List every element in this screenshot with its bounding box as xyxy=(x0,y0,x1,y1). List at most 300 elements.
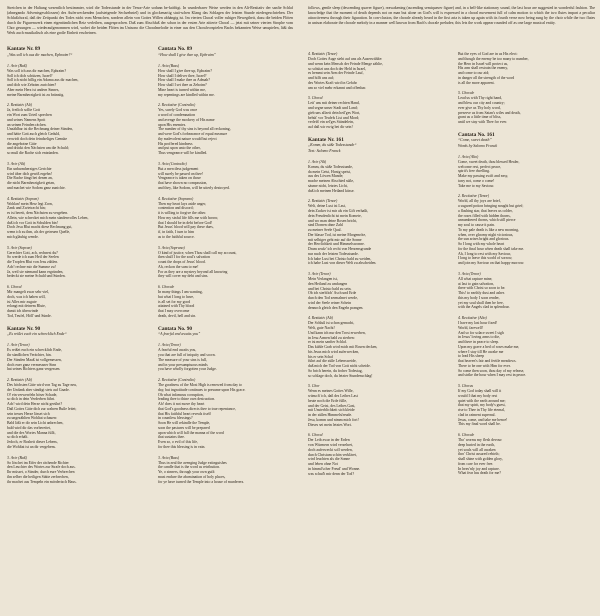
movement-heading: 6. Choral xyxy=(308,433,323,438)
lyric-line: To my pale death is like a new morning, xyxy=(458,227,519,232)
movement xyxy=(458,384,598,427)
lyric-line: behüt' vor Teufels List und Mord; xyxy=(308,115,360,120)
lyric-line: and were God's forbearance of equal measure xyxy=(158,132,228,137)
lyric-line: erlangt mit deinem Blute, xyxy=(7,304,46,309)
lyric-line: Der blasse Tod, ist meine Morgenröte, xyxy=(308,232,367,237)
lyric-line: Die Rache fängt bei denen an, xyxy=(7,176,53,181)
lyric-line: So come then soon, thou day of my release, xyxy=(458,368,525,373)
movement-heading: 4. Rezitativ (Sopran) xyxy=(7,196,39,201)
lyric-line: und seines Namens Spott xyxy=(7,117,46,122)
lyric-line: Ah, reckon the sum to me! xyxy=(158,264,199,269)
lyric-line: leading thee to thine own destruction. xyxy=(158,397,216,402)
lyric-line: a sugared potion bringing nought but grief; xyxy=(458,204,524,208)
lyric-line: daß ich vor Gott in Schulden bin! xyxy=(7,220,58,225)
lyric-line: Ah, I long to rest with my Saviour, xyxy=(458,251,511,256)
movement xyxy=(308,384,448,427)
column-3-german xyxy=(308,46,448,612)
lyric-line: shall shine with golden glory, xyxy=(458,457,503,461)
lyric-line: So löschet im Eifer der rächende Richter xyxy=(7,460,69,465)
movement-heading: 1. Arie (Alt) xyxy=(308,159,327,164)
lyric-line: is all set for my good xyxy=(158,299,191,304)
lyric-line: Lead us with Thy right hand, xyxy=(458,96,503,101)
lyric-line: I have my last hour fixed! xyxy=(458,321,498,325)
lyric-line: und machet wie Sodom ganz zunichte. xyxy=(7,185,66,190)
lyric-line: bedeckt sie meine Schuld und Sünden. xyxy=(7,274,66,279)
lyric-line: the sun arises bright and glorious. xyxy=(458,237,510,242)
lyric-line: to lead His sheep xyxy=(458,354,485,359)
movement-heading: 3. Aria (Contralto) xyxy=(158,161,187,166)
lyric-line: hat seines Richters ganz vergessen. xyxy=(7,367,61,372)
lyric-line: in countless blessings? xyxy=(158,416,193,421)
lyric-line: Welt, gute Nacht! xyxy=(308,326,335,330)
movement xyxy=(158,197,298,240)
lyric-line: you that are full of iniquity and scorn. xyxy=(158,353,216,358)
movement xyxy=(308,52,448,90)
lyric-line: aus des Löwen Munde; xyxy=(308,174,344,179)
lyric-line: But a merciless judgement xyxy=(158,166,199,171)
movement xyxy=(308,160,448,194)
lyric-line: This my final word shall be. xyxy=(458,422,501,427)
lyric-line: so muß die Rache sich entzünden. xyxy=(7,151,59,156)
lyric-line: Bald läßt er dir sein Licht anbrechen, xyxy=(7,421,64,426)
lyric-line: es ist bereit, dem Nächsten zu vergeben. xyxy=(7,211,69,216)
lyric-line: Ja, freilich sollte Gott xyxy=(7,108,40,113)
lyric-line: the Hero in Israel will protect us, xyxy=(458,61,509,66)
lyric-line: and come to our aid; xyxy=(458,71,490,75)
lyric-line: Ach! rechne mir die Summe zu! xyxy=(7,264,56,269)
lyric-line: Ah! does it not move thy heart xyxy=(158,402,205,407)
lyric-line: The goodness of the Most High is renewed from day to xyxy=(158,383,242,388)
lyric-line: Gerechter Gott, ach, rechnest du? xyxy=(7,250,58,255)
lyric-line: der Herrlichkeit und Himmelswonne. xyxy=(308,242,365,247)
lyric-line: Komm, du süße Todesstunde, xyxy=(308,164,353,169)
lyric-line: a flashing star, that leaves us colder, xyxy=(458,208,513,213)
movement xyxy=(308,272,448,310)
intro-english: follows, gentle sleep (descending quaver figure), reawakening (ascending semiquaver figure) and, in a bell-like stationary sound, the last hour are suggested in wonderful fashion. The knowledge that the moment of death depends not on man but alone on God's will is expressed in a choral movement full of calm motion to which the two flutes impart a peculiar attractiveness through their figuration. In con-clusion, the chorale already heard in the first aria is taken up again with its fourth verse now being sung by the choir while the two flutes in unison elaborate the chorale melody in a manner well known from Bach's chorale preludes; this lets the work appear rounded off as one large musical entity. xyxy=(308,6,595,26)
lyric-line: und die des Wortes Manna füllt, xyxy=(7,430,56,435)
lyric-line: Oh what infamous corruption, xyxy=(158,392,204,397)
movement-heading: 3. Arie (Alt) xyxy=(7,161,26,166)
lyric-line: you have wholly forgotten your Judge. xyxy=(158,367,217,372)
lyric-line: O kind of justice, when Thou shall call my account, xyxy=(158,250,237,255)
lyric-line: Des höchsten Güte wird von Tag zu Tage neu, xyxy=(7,383,77,388)
lyric-line: Take me to my Saviour. xyxy=(458,183,495,188)
lyric-line: and put upon unto the other, xyxy=(158,146,201,151)
lyric-line: upon His enemies. xyxy=(158,122,187,127)
lyric-line: preserve us from Satan's wiles and death, xyxy=(458,110,521,115)
movement-heading: 5. Arie (Sopran) xyxy=(7,245,32,250)
lyric-line: Ja, weil sie niemand kann ergründen, xyxy=(7,269,64,274)
lyric-line: Tod, Teufel, Höll' und Sünde. xyxy=(7,313,52,318)
lyric-line: und wo man deine Rosen bricht, xyxy=(308,218,358,223)
lyric-line: the roses filled with hidden thorns, xyxy=(458,213,511,218)
cantata-text-credit: Text: Salomo Franck xyxy=(308,148,341,153)
lyric-line: ein Wort zum Urteil sprechen xyxy=(7,113,52,118)
lyric-line: Then my heart lays aside anger, xyxy=(158,201,207,206)
lyric-line: in himml'scher Freud' und Wonne. xyxy=(308,466,361,471)
movement-heading: 3. Aria (Tenor) xyxy=(458,271,481,276)
lyric-line: tarry not, come o come! xyxy=(458,178,495,183)
lyric-line: my repentings are kindled within me. xyxy=(158,92,215,97)
lyric-line: Jesus, come, and take me hence! xyxy=(458,417,508,422)
cantata-subtitle: “Come, sweet death” xyxy=(458,138,492,143)
movement-heading: 5. Chorus xyxy=(458,384,473,388)
column-2-english xyxy=(158,46,298,612)
lyric-line: This! to earthly dust and ashes xyxy=(458,291,505,295)
lyric-line: an seinen Feinden rächen. xyxy=(7,122,47,127)
lyric-line: die Wohltat ist an dir vergebens. xyxy=(7,444,56,449)
lyric-line: führt auf die süße Lebensweide, xyxy=(308,359,357,364)
lyric-line: und bei Christo bald zu sein. xyxy=(308,286,352,291)
movement xyxy=(158,64,298,98)
movement xyxy=(158,378,298,450)
lyric-line: und hilft uns auf; xyxy=(308,76,335,80)
lyric-line: but what I long to have, xyxy=(158,294,195,299)
lyric-line: wird über dich gewiß ergehn! xyxy=(7,171,52,176)
lyric-line: in Jesu Armen bald zu sterben: xyxy=(308,335,355,340)
lyric-line: ihn selber die heiligen Stätte zerbrechen, xyxy=(7,474,69,479)
lyric-line: wenn ich zu ihm, als der getreuen Quelle, xyxy=(7,230,71,235)
lyric-line: Thus in zeal the avenging Judge extinguishes xyxy=(158,460,227,465)
lyric-line: verleih' ein sel'ges Stündelein, xyxy=(308,120,354,125)
lyric-line: Es reißet euch ein schrecklich Ende, xyxy=(7,348,63,353)
movement xyxy=(458,52,598,85)
lyric-line: So I long with my whole heart xyxy=(458,242,505,246)
lyric-line: wünsch' ich, daß des Leibes Last xyxy=(308,394,358,398)
cantata-subtitle: “A fearful end awaits you” xyxy=(158,332,201,337)
lyric-line: would I that my body rest xyxy=(458,393,498,398)
lyric-line: His proffered kindness xyxy=(158,141,193,146)
lyric-line: bis er sein Schaf xyxy=(308,354,333,359)
lyric-line: my soul to cause it pain. xyxy=(458,223,495,227)
lyric-line: and join my Saviour on that happy morrow. xyxy=(458,261,525,265)
lyric-line: mache meinen Abschied süße, xyxy=(308,179,354,183)
lyric-line: so dich in dein Verderben führt. xyxy=(7,397,56,402)
lyric-line: What fear has death for me? xyxy=(458,471,501,476)
lyric-line: Ach! wird dein Herze nicht gerührt? xyxy=(7,402,63,407)
lyric-line: World, farewell! xyxy=(458,325,483,330)
lyric-line: Wohlan! mein Herz legt Zorn, xyxy=(7,201,53,206)
lyric-line: so dich erhält. xyxy=(7,435,29,440)
lyric-line: Mine heart is turned within me, xyxy=(158,87,206,92)
lyric-line: so schützt uns doch der Held in Israel, xyxy=(308,66,366,71)
lyric-line: in der süßen Himmelsfreude. xyxy=(308,413,353,417)
movement-heading: 2. Recitative (Contralto) xyxy=(158,378,196,383)
lyric-line: doch auferweckt soll werden, xyxy=(308,447,353,452)
lyric-line: doch euer ganz vermessner Sinn xyxy=(7,362,57,367)
lyric-line: from care for ever free. xyxy=(458,461,494,466)
movement-heading: 5. Choral xyxy=(308,96,323,101)
lyric-line: durch Christum schön verkläret, xyxy=(308,452,357,457)
lyric-line: where I stay till He awake me xyxy=(458,349,504,354)
lyric-line: den Heiland zu umfangen xyxy=(308,281,348,286)
movement xyxy=(7,378,147,450)
movement-heading: 4. Recitative (Soprano) xyxy=(158,196,194,201)
lyric-line: There to be one with Him for ever. xyxy=(458,363,511,368)
lyric-line: Even so, o evil of this life, xyxy=(158,440,199,445)
lyric-line: Vengeance is taken on those xyxy=(158,176,201,181)
lyric-line: Zank und Zwietracht hin; xyxy=(7,206,46,211)
cantata-spacer xyxy=(458,125,598,132)
lyric-line: durch den Tod zermalmet werde, xyxy=(308,296,358,300)
movement xyxy=(158,246,298,280)
movement-heading: 2. Recitative (Contralto) xyxy=(158,103,196,108)
lyric-line: säume nicht, letztes Licht, xyxy=(308,183,348,188)
cantata-title: Cantata No. 89 xyxy=(158,46,192,52)
lyric-line: Soll ich nicht billig ein Adama aus dir machen, xyxy=(7,78,79,83)
lyric-line: for the final hour when death shall take me. xyxy=(458,246,525,251)
movement xyxy=(458,91,598,125)
lyric-line: attained with Thy blood xyxy=(158,304,195,309)
lyric-line: this my body I soon render, xyxy=(458,295,500,300)
movement xyxy=(458,155,598,189)
movement xyxy=(308,433,448,476)
lyric-line: daß mich der Tod von Gott nicht scheide. xyxy=(308,364,371,368)
lyric-line: The number of thy sins is beyond all reckoning, xyxy=(158,127,231,132)
lyric-line: count the drops of Jesus' blood. xyxy=(158,260,206,265)
movement xyxy=(308,316,448,378)
column-4-english xyxy=(458,46,598,612)
cantata-title: Cantata No. 90 xyxy=(158,325,192,332)
lyric-line: so schlage doch, du letzter Stundenschlag! xyxy=(308,373,373,378)
lyric-line: and though the enemy be too many to number, xyxy=(458,56,529,61)
lyric-line: a word of condemnation xyxy=(158,113,196,118)
lyric-line: heute noch die Erde fülle, xyxy=(308,398,348,403)
lyric-line: auf daß wir ewig bei dir sein! xyxy=(308,125,353,129)
lyric-line: upon which will fall the manna of the word xyxy=(158,430,224,435)
lyric-line: Der Sünden Maaß ist vollgemessen, xyxy=(7,357,62,362)
lyric-line: Mein Verlangen ist, xyxy=(308,277,338,281)
lyric-line: ihr sündlichen Verächter, hin. xyxy=(7,353,52,358)
lyric-line: that sustains thee. xyxy=(158,435,185,440)
lyric-line: How shall I deliver thee, Israel? xyxy=(158,73,207,78)
lyric-line: Jedoch, er Bosheit dieser Lebens, xyxy=(7,440,58,445)
movement-heading: 5. Aria (Soprano) xyxy=(158,245,185,250)
lyric-line: und leben ohne Not xyxy=(308,462,338,466)
lyric-line: and avenge the mockery of His name xyxy=(158,117,215,122)
lyric-line: die nicht Barmherzigkeit getan, xyxy=(7,181,55,186)
lyric-line: verwirft doch dein feindseliges Gemüte xyxy=(7,136,68,141)
movement xyxy=(158,103,298,156)
lyric-line: Jesu, komm und nimm mich fort! xyxy=(308,417,359,422)
movement-heading: 2. Rezitativ (Alt) xyxy=(7,378,32,383)
lyric-line: meine Barmherzigkeit ist zu brünstig. xyxy=(7,92,65,97)
cantata-title: Cantata No. 161 xyxy=(458,131,495,138)
lyric-line: yet my soul shall then be free, xyxy=(458,300,504,305)
lyric-line: ich habe Lust von dieser Welt zu abscheiden. xyxy=(308,261,377,266)
lyric-line: es hemmt sein Arm der Feinde Lauf, xyxy=(308,71,364,76)
lyric-line: wird leuchten als die Sonne xyxy=(308,457,350,462)
movement-heading: 5. Chorale xyxy=(458,91,475,96)
lyric-line: that my spirit, my body's guest, xyxy=(458,403,506,408)
lyric-line: bald wird dir das vorbereitet, xyxy=(7,425,51,430)
lyric-line: Upon my grave a bed of roses make me, xyxy=(458,344,520,349)
lyric-line: um so viel mehr erkannt und offenbar. xyxy=(308,85,367,90)
lyric-line: and bless our city and country; xyxy=(458,101,505,105)
lyric-line: clad in raiment supernal. xyxy=(458,412,496,417)
lyric-line: den Leuchter des Wortes zur Strafe doch aus. xyxy=(7,465,76,470)
lyric-line: und drückt den Nächsten um die Schuld; xyxy=(7,146,69,151)
lyric-line: How shall I give thee up, Ephraim? xyxy=(158,68,212,73)
lyric-line: zu meiner Seele Qual. xyxy=(308,228,342,232)
lyric-line: des Wortes Kraft wird in Gefahr xyxy=(308,80,357,85)
movement-heading: 2. Recitative (Tenor) xyxy=(458,194,490,199)
lyric-line: Ich habe Lust bei Christo bald zu weiden, xyxy=(308,256,372,261)
lyric-line: For as they are a mystery beyond all knowing xyxy=(158,269,228,274)
lyric-line: deep buried in the earth, xyxy=(458,442,495,447)
lyric-line: that I may overcome xyxy=(158,309,190,314)
lyric-line: as to the faithful source. xyxy=(158,234,195,239)
lyric-line: until we stay with Thee for ever. xyxy=(458,120,508,124)
lyric-line: Und kann ich nur den Trost erwerben, xyxy=(308,330,366,335)
lyric-line: ist Alles mir zugute xyxy=(7,299,37,304)
lyric-line: and in your presumptuous minds xyxy=(158,362,208,367)
lyric-line: that His faithful heart reveals itself xyxy=(158,411,211,416)
lyric-line: Ob ich sterblich' Asch und Erde xyxy=(308,291,357,296)
lyric-line: Soll ich dich schützen, Israel? xyxy=(7,73,53,78)
cantata-text-credit: Words by Salomo Franck xyxy=(458,143,498,148)
lyric-line: Come, sweet death, thou blessed Healer, xyxy=(458,159,520,164)
lyric-line: gieb uns allzeit dein heil'ges Wort, xyxy=(308,110,361,115)
lyric-line: thy malevolent nature would but reject xyxy=(158,136,217,141)
lyric-line: und der Geist, des Leibes Gast, xyxy=(308,403,356,408)
lyric-line: that heaven's fair and fertile meadows. xyxy=(458,359,517,363)
lyric-line: unnumbered thorns, which still pierce xyxy=(458,218,516,223)
movement-heading: 1. Aria (Alto) xyxy=(458,154,479,159)
intro-german: Streichen in der Haltung wesentlich bestimmter, wird die Todesstunde in der Tenor-Arie sodann be-kräftigt. In wunderbarer Weise werden in den Alt-Rezitativ der sanfte Schlaf (abnegando Adventsgeschlossen) des Auferweckenden (aufsteigende Sechzehntel) und in glockenartig stati-schen Klang das Schlagen der letzten Stunde niedergeschrieben. Der Schlußchoral, daß der Zeitpunkt des Todes nicht vom Menschen, sondern allein von Gottes Willen abhängig ist. Im vierten Choral voller ruhiger Bewegtheit, dazu die beiden Flöten durch ihr Figurenwerk einen eigentümlichen Reiz verleihen, ausgesprochen. Daß zum Abschluß der schon in der ersten Arie zitierte Choral — jetzt mit seiner vierten Strophe vom Chor gesungen — wiederaufgenommen wird, wobei die beiden Flöten im Unisono die Choralmelodie in einer aus den Choralvorspielen Bachs bekannten Weise umspielen, läßt das Werk auch musikalisch als eine große Einheit erscheinen. xyxy=(7,6,293,36)
lyric-line: damit ich überwinde xyxy=(7,309,39,314)
lyric-line: So brich herein, du froher Todestag, xyxy=(308,368,363,373)
lyric-line: Allein, wie schrecket mich mein sündenvolles Leben, xyxy=(7,215,89,220)
lyric-line: How shall I make thee as Admah? xyxy=(158,78,210,83)
lyric-line: zu ungezählten Wohltat schauen: xyxy=(7,416,57,421)
movement-heading: 6. Chorale xyxy=(458,433,475,437)
cantata-subtitle: „Es reißet euch ein schrecklich Ende“ xyxy=(7,332,67,337)
lyric-line: will surely be passed on thee! xyxy=(158,171,204,176)
movement-heading: 4. Rezitativ (Alt) xyxy=(308,316,333,321)
cantata-spacer xyxy=(7,319,147,326)
movement xyxy=(458,194,598,266)
movement xyxy=(158,162,298,191)
lyric-line: wird der Seele reiner Schein xyxy=(308,300,352,305)
cantata-subtitle: “How shall I give thee up, Ephraim” xyxy=(158,52,216,57)
lyric-line: in danger all the strength of the word xyxy=(458,75,515,80)
lyric-line: Doch Jesu Blut macht diese Rechnung gut, xyxy=(7,225,73,230)
lyric-line: is all the more apparent. xyxy=(458,80,495,85)
lyric-line: da mein Geist, Honig speist, xyxy=(308,169,352,174)
lyric-line: His arm shall restrain the enemy, xyxy=(458,66,508,71)
movement-heading: 3. Arie (Baß) xyxy=(7,455,27,460)
lyric-line: that I should be in debt before God! xyxy=(158,220,213,225)
lyric-line: und segne unser Stadt und Land; xyxy=(308,106,358,110)
lyric-line: Doch Gottes Auge sieht auf uns als Auserwählte: xyxy=(308,57,383,61)
lyric-line: sind Dornen ohne Zahl xyxy=(308,223,343,228)
cantata-subtitle: „Komm, du süße Todesstunde“ xyxy=(308,143,357,148)
lyric-line: Ein unbarmherziges Gerichte xyxy=(7,166,52,171)
lyric-line: mit selbiger geht mir auf die Sonne xyxy=(308,237,362,242)
lyric-line: dennoch gleich den Engeln prangen. xyxy=(308,305,364,310)
lyric-line: yet souls will all awaken xyxy=(458,447,496,452)
cantata-subtitle: „Was soll ich aus dir machen, Ephraim?“ xyxy=(7,52,73,57)
lyric-line: und dich wie Zeboim zurichten? xyxy=(7,83,57,88)
lyric-line: must endure the abomination of holy places, xyxy=(158,474,226,479)
lyric-line: doch, was ich haben will, xyxy=(7,294,46,299)
lyric-line: und wenn kein Mensch der Feinde Menge zählte, xyxy=(308,61,383,66)
movement-heading: 3. Arie (Tenor) xyxy=(308,272,331,276)
lyric-line: ever give us Thy holy word, xyxy=(458,105,501,110)
lyric-line: ihr machet aus Tempeln ein mörderisch Haus. xyxy=(7,479,77,484)
movement xyxy=(7,456,147,485)
lyric-line: All what rapture mine, xyxy=(458,276,493,281)
lyric-line: contention and discord; xyxy=(158,206,194,211)
lyric-line: So werde ich zum Heil der Seelen xyxy=(7,255,59,260)
lyric-line: But Jesus' blood will pay these dues, xyxy=(158,225,214,230)
lyric-line: there with Christ so soon to be. xyxy=(458,286,506,291)
lyric-line: If my God today shall will it xyxy=(458,389,502,393)
movement-heading: 1. Aria (Tenor) xyxy=(158,343,181,348)
lyric-line: How shall I set thee as Zeboim? xyxy=(158,83,207,88)
lyric-line: day, but ingratitude continues to presume upon His grace. xyxy=(158,387,246,392)
lyric-line: Der Schluß ist schon gemacht, xyxy=(308,321,355,326)
movement xyxy=(458,272,598,310)
movement xyxy=(7,343,147,372)
lyric-line: at last to gain salvation, xyxy=(458,281,494,286)
lyric-line: rise to Thee in Thy life eternal, xyxy=(458,408,505,412)
lyric-line: spirit's free dwelling. xyxy=(458,169,491,174)
lyric-line: and strike the hour when I may rest in peace. xyxy=(458,373,527,378)
lyric-line: dein Freudenlicht ist mein Komete, xyxy=(308,213,362,218)
lyric-line: Dieses sei mein letztes Wort. xyxy=(308,422,352,427)
lyric-line: die angebotne Güte xyxy=(7,141,37,146)
cantata-spacer xyxy=(308,130,448,137)
lyric-line: er ist mein sanfter Schlaf. xyxy=(308,340,347,345)
lyric-line: it is willing to forgive the other. xyxy=(158,211,207,216)
movement xyxy=(7,103,147,156)
movement xyxy=(7,197,147,240)
lyric-line: mit Unsterblichkeit sich kleide xyxy=(308,408,355,413)
cantata-title: Kantate Nr. 89 xyxy=(7,46,41,52)
lyric-line: Der Leib zwar in der Erden xyxy=(308,438,350,443)
lyric-line: and they, like Sodom, will be utterly destroyed. xyxy=(158,185,230,190)
lyric-line: O! ein verwerrfeln böser Schade, xyxy=(7,392,58,397)
lyric-line: for thee this blessing is in vain. xyxy=(158,444,206,449)
movement xyxy=(7,162,147,191)
lyric-line: quiet with the earth around me; xyxy=(458,398,506,403)
lyric-line: But the eyes of God are in us His elect: xyxy=(458,52,518,56)
lyric-line: death, devil, hell and sin. xyxy=(158,313,197,318)
lyric-line: welcome rest, perfect peace, xyxy=(458,164,502,169)
lyric-line: sein treues Herze lässet sich xyxy=(7,411,50,416)
lyric-line: Drum seufz' ich recht von Herzensgrunde xyxy=(308,247,372,251)
lyric-line: Unzählbar ist die Rechnung deiner Sünden, xyxy=(7,127,74,132)
movement-heading: 4. Recitative (Alto) xyxy=(458,316,487,320)
movement-heading: 1. Arie (Tenor) xyxy=(7,343,30,348)
movement xyxy=(158,343,298,372)
movement-heading: 2. Rezitativ (Tenor) xyxy=(308,199,338,204)
cantata-title: Kantate Nr. 90 xyxy=(7,325,41,332)
lyric-line: grant us a little time of bliss, xyxy=(458,115,502,120)
lyric-line: World, all thy joys are brief, xyxy=(458,199,501,204)
lyric-line: And so for solace sweet I sigh xyxy=(458,330,504,335)
movement xyxy=(308,96,448,130)
movement xyxy=(308,199,448,266)
lyric-line: Ye, o sinners, through your own guilt xyxy=(158,470,215,475)
lyric-line: der Undank aber sündigt stets auf Gnade. xyxy=(7,387,70,392)
column-1-german xyxy=(7,46,147,612)
lyric-line: dein Zucker ist mir als ein Gift verhaßt, xyxy=(308,209,369,213)
movement-heading: 1. Arie (Baß) xyxy=(7,63,27,68)
lyric-line: nur nach der letzten Todesstunde. xyxy=(308,251,359,256)
